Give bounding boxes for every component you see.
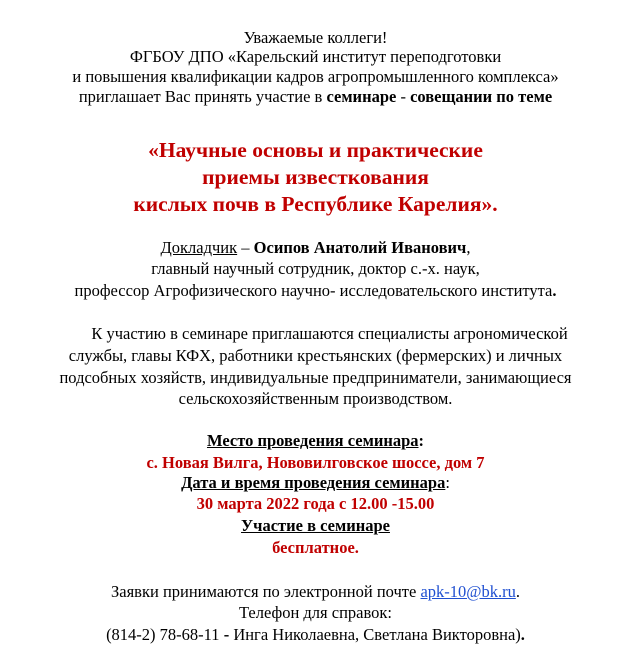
speaker-line [0,238,631,258]
datetime-value: 30 марта 2022 года с 12.00 -15.00 [196,494,435,513]
application-dot: . [515,582,520,601]
speaker-position-1: главный научный сотрудник, доктор с.-х. наук, [151,259,480,278]
invite-prefix: приглашает Вас принять участие в [78,87,327,106]
speaker-position-dot: . [552,281,557,300]
application-line [0,582,631,602]
seminar-title-line-1: «Научные основы и практические [148,138,483,162]
place-colon: : [418,431,425,450]
datetime-colon: : [445,473,450,492]
phone-label: Телефон для справок: [238,603,393,622]
speaker-position-2: профессор Агрофизического научно- исследовательского института. [74,281,557,300]
phone-number: (814-2) 78-68-11 [106,625,224,644]
place-label: Место проведения семинара: [206,431,425,450]
paragraph-line-4: сельскохозяйственным производством. [178,389,453,408]
phone-contacts: Инга Николаевна, Светлана Викторовна) [229,625,521,644]
paragraph-line-3: подсобных хозяйств, индивидуальные предприниматели, занимающиеся [59,368,572,387]
paragraph-line-2: службы, главы КФХ, работники крестьянских (фермерских) и личных [68,346,563,365]
greeting: Уважаемые коллеги! [243,28,388,47]
seminar-title-line-2: приемы известкования [202,165,429,189]
datetime-label: Дата и время проведения семинара: [181,473,450,492]
invite-seminar: семинаре [326,87,397,106]
participation-label: Участие в семинаре [241,516,390,535]
email-link[interactable]: apk-10@bk.ru [420,582,516,601]
paragraph-line-1: К участию в семинаре приглашаются специалисты агрономической [91,324,568,343]
seminar-title-line-3: кислых почв в Республике Карелия». [133,192,498,216]
place-value: с. Новая Вилга, Нововилговское шоссе, дом 7 [146,453,485,472]
participation-value: бесплатное. [272,538,359,557]
invite-meeting: совещании по теме [410,87,553,106]
phone-line [0,625,631,645]
org-line-1: ФГБОУ ДПО «Карельский институт переподготовки [129,47,502,66]
invite-line [0,87,631,107]
invite-dash: - [396,87,411,106]
application-text: Заявки принимаются по электронной почте [111,582,421,601]
speaker-label: Докладчик [160,238,238,257]
phone-dash: - [223,625,230,644]
phone-dot: . [520,625,525,644]
speaker-comma: , [466,238,471,257]
speaker-dash: – [237,238,254,257]
org-line-2: и повышения квалификации кадров агропромышленного комплекса» [72,67,559,86]
speaker-name: Осипов Анатолий Иванович [253,238,467,257]
